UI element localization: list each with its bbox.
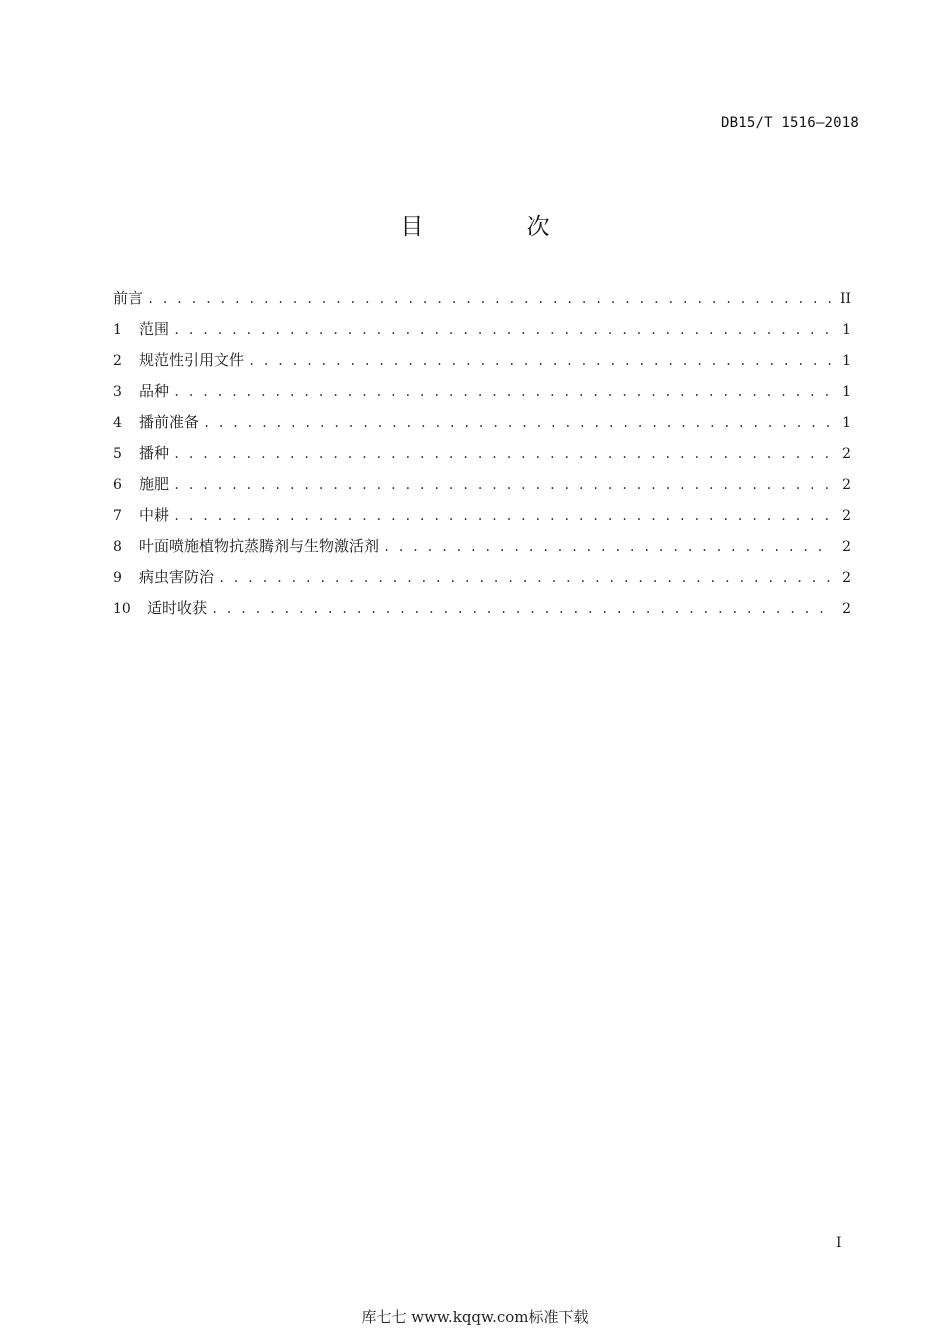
toc-entry-foreword[interactable] (113, 286, 851, 317)
toc-entry-number: 6 (113, 477, 122, 493)
toc-entry-page: 1 (842, 322, 851, 338)
toc-leader-dots (218, 566, 831, 590)
toc-entry-label: 品种 (139, 382, 170, 400)
toc-entry-number: 8 (113, 539, 122, 555)
toc-entry-page: II (839, 291, 851, 307)
toc-entry-label: 范围 (139, 320, 170, 338)
toc-entry-label: 叶面喷施植物抗蒸腾剂与生物激活剂 (139, 537, 380, 555)
toc-entry-2[interactable] (113, 348, 851, 379)
toc-entry-number: 3 (113, 384, 122, 400)
toc-entry-page: 2 (842, 601, 851, 617)
toc-entry-label: 前言 (113, 289, 144, 307)
toc-entry-8[interactable] (113, 534, 851, 565)
toc-entry-label: 中耕 (139, 506, 170, 524)
document-code: DB15/T 1516—2018 (720, 115, 859, 131)
footer-watermark: 库七七 www.kqqw.com标准下载 (361, 1308, 589, 1326)
toc-leader-dots (173, 380, 831, 404)
toc-entry-label: 适时收获 (147, 599, 208, 617)
toc-entry-9[interactable] (113, 565, 851, 596)
toc-entry-label: 病虫害防治 (139, 568, 215, 586)
toc-entry-4[interactable] (113, 410, 851, 441)
toc-leader-dots (173, 504, 831, 528)
toc-entry-number: 10 (113, 601, 131, 617)
toc-entry-page: 2 (842, 570, 851, 586)
toc-entry-label: 规范性引用文件 (139, 351, 245, 369)
toc-entry-3[interactable] (113, 379, 851, 410)
toc-leader-dots (173, 318, 831, 342)
toc-entry-6[interactable] (113, 472, 851, 503)
toc-entry-number: 4 (113, 415, 122, 431)
toc-leader-dots (211, 597, 831, 621)
toc-entry-page: 1 (842, 415, 851, 431)
toc-entry-10[interactable] (113, 596, 851, 627)
toc-entry-number: 1 (113, 322, 122, 338)
toc-leader-dots (147, 287, 831, 311)
toc-entry-page: 1 (842, 384, 851, 400)
table-of-contents (113, 286, 851, 627)
toc-entry-page: 2 (842, 508, 851, 524)
toc-entry-page: 2 (842, 446, 851, 462)
toc-entry-number: 7 (113, 508, 122, 524)
toc-entry-label: 播种 (139, 444, 170, 462)
toc-entry-7[interactable] (113, 503, 851, 534)
toc-entry-number: 9 (113, 570, 122, 586)
toc-leader-dots (248, 349, 831, 373)
toc-entry-1[interactable] (113, 317, 851, 348)
toc-entry-page: 2 (842, 477, 851, 493)
toc-leader-dots (383, 535, 831, 559)
toc-entry-number: 5 (113, 446, 122, 462)
toc-leader-dots (203, 411, 831, 435)
toc-entry-label: 施肥 (139, 475, 170, 493)
page-number: I (836, 1235, 842, 1251)
toc-entry-number: 2 (113, 353, 122, 369)
toc-entry-label: 播前准备 (139, 413, 200, 431)
toc-entry-page: 1 (842, 353, 851, 369)
toc-title: 目 次 (400, 214, 598, 240)
toc-entry-page: 2 (842, 539, 851, 555)
toc-entry-5[interactable] (113, 441, 851, 472)
toc-leader-dots (173, 473, 831, 497)
toc-leader-dots (173, 442, 831, 466)
